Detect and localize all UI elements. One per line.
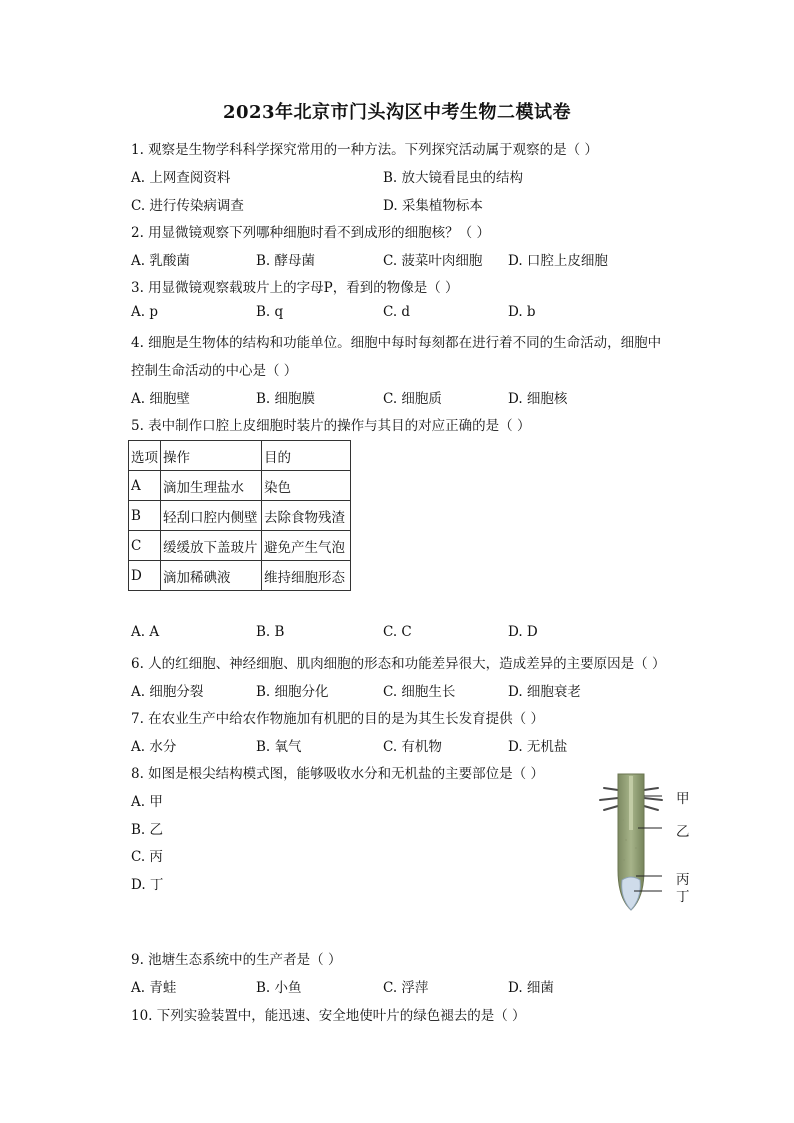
question-4-stem: 4. 细胞是生物体的结构和功能单位。细胞中每时每刻都在进行着不同的生命活动，细胞中 (131, 335, 662, 351)
question-5-option-b[interactable]: B. B (256, 624, 285, 640)
table-cell: D (129, 561, 161, 591)
table-cell: A (129, 471, 161, 501)
question-8-option-c[interactable]: C. 丙 (131, 849, 163, 865)
question-6-option-a[interactable]: A. 细胞分裂 (131, 684, 204, 700)
question-3-stem: 3. 用显微镜观察载玻片上的字母P，看到的物像是（ ） (131, 280, 459, 296)
question-2-option-a[interactable]: A. 乳酸菌 (131, 253, 190, 269)
table-header-cell: 目的 (262, 441, 351, 471)
question-5-stem: 5. 表中制作口腔上皮细胞时装片的操作与其目的对应正确的是（ ） (131, 418, 531, 434)
question-5-option-c[interactable]: C. C (383, 624, 412, 640)
table-row (129, 561, 351, 591)
table-row (129, 501, 351, 531)
question-5-table (128, 440, 351, 591)
question-6-stem: 6. 人的红细胞、神经细胞、肌肉细胞的形态和功能差异很大，造成差异的主要原因是（ ） (131, 656, 666, 672)
table-row (129, 531, 351, 561)
table-cell: 染色 (262, 471, 351, 501)
question-1-option-c[interactable]: C. 进行传染病调查 (131, 198, 244, 214)
question-1-option-b[interactable]: B. 放大镜看昆虫的结构 (383, 170, 524, 186)
question-1-stem: 1. 观察是生物学科科学探究常用的一种方法。下列探究活动属于观察的是（ ） (131, 142, 598, 158)
question-4-option-b[interactable]: B. 细胞膜 (256, 391, 316, 407)
table-header-row (129, 441, 351, 471)
question-8-option-d[interactable]: D. 丁 (131, 877, 164, 893)
question-2-stem: 2. 用显微镜观察下列哪种细胞时看不到成形的细胞核？（ ） (131, 225, 490, 241)
question-2-option-c[interactable]: C. 菠菜叶肉细胞 (383, 253, 483, 269)
question-7-option-a[interactable]: A. 水分 (131, 739, 177, 755)
question-9-option-a[interactable]: A. 青蛙 (131, 980, 177, 996)
table-cell: 去除食物残渣 (262, 501, 351, 531)
question-3-option-a[interactable]: A. p (131, 304, 158, 320)
question-7-option-b[interactable]: B. 氧气 (256, 739, 302, 755)
question-4-option-c[interactable]: C. 细胞质 (383, 391, 442, 407)
table-cell: 滴加生理盐水 (161, 471, 262, 501)
question-6-option-d[interactable]: D. 细胞衰老 (508, 684, 581, 700)
question-3-option-d[interactable]: D. b (508, 304, 536, 320)
question-5-option-a[interactable]: A. A (131, 624, 160, 640)
question-4-stem-continued: 控制生命活动的中心是（ ） (131, 363, 298, 379)
question-7-option-c[interactable]: C. 有机物 (383, 739, 442, 755)
question-3-option-b[interactable]: B. q (256, 304, 284, 320)
root-label-jia: 甲 (676, 791, 690, 807)
question-6-option-b[interactable]: B. 细胞分化 (256, 684, 329, 700)
question-7-stem: 7. 在农业生产中给农作物施加有机肥的目的是为其生长发育提供（ ） (131, 711, 544, 727)
question-6-option-c[interactable]: C. 细胞生长 (383, 684, 456, 700)
table-cell: 缓缓放下盖玻片 (161, 531, 262, 561)
question-8-option-b[interactable]: B. 乙 (131, 822, 164, 838)
table-cell: 避免产生气泡 (262, 531, 351, 561)
table-header-cell: 操作 (161, 441, 262, 471)
question-3-option-c[interactable]: C. d (383, 304, 411, 320)
table-cell: 轻刮口腔内侧壁 (161, 501, 262, 531)
table-cell: 滴加稀碘液 (161, 561, 262, 591)
table-row (129, 471, 351, 501)
question-7-option-d[interactable]: D. 无机盐 (508, 739, 568, 755)
question-9-option-d[interactable]: D. 细菌 (508, 980, 554, 996)
root-label-bing: 丙 (676, 872, 690, 888)
question-2-option-b[interactable]: B. 酵母菌 (256, 253, 316, 269)
question-9-stem: 9. 池塘生态系统中的生产者是（ ） (131, 952, 342, 968)
question-10-stem: 10. 下列实验装置中，能迅速、安全地使叶片的绿色褪去的是（ ） (131, 1008, 526, 1024)
table-cell: B (129, 501, 161, 531)
root-tip-figure (596, 770, 706, 915)
table-cell: C (129, 531, 161, 561)
table-header-cell: 选项 (129, 441, 161, 471)
question-9-option-c[interactable]: C. 浮萍 (383, 980, 429, 996)
question-4-option-d[interactable]: D. 细胞核 (508, 391, 568, 407)
root-label-ding: 丁 (676, 889, 690, 905)
page-title: 2023年北京市门头沟区中考生物二模试卷 (222, 102, 572, 123)
question-1-option-a[interactable]: A. 上网查阅资料 (131, 170, 231, 186)
root-tip-illustration (596, 770, 706, 915)
question-2-option-d[interactable]: D. 口腔上皮细胞 (508, 253, 608, 269)
root-label-yi: 乙 (676, 824, 690, 840)
question-5-option-d[interactable]: D. D (508, 624, 538, 640)
question-4-option-a[interactable]: A. 细胞壁 (131, 391, 190, 407)
question-9-option-b[interactable]: B. 小鱼 (256, 980, 302, 996)
question-1-option-d[interactable]: D. 采集植物标本 (383, 198, 483, 214)
question-8-stem: 8. 如图是根尖结构模式图，能够吸收水分和无机盐的主要部位是（ ） (131, 766, 544, 782)
question-8-option-a[interactable]: A. 甲 (131, 794, 163, 810)
table-cell: 维持细胞形态 (262, 561, 351, 591)
